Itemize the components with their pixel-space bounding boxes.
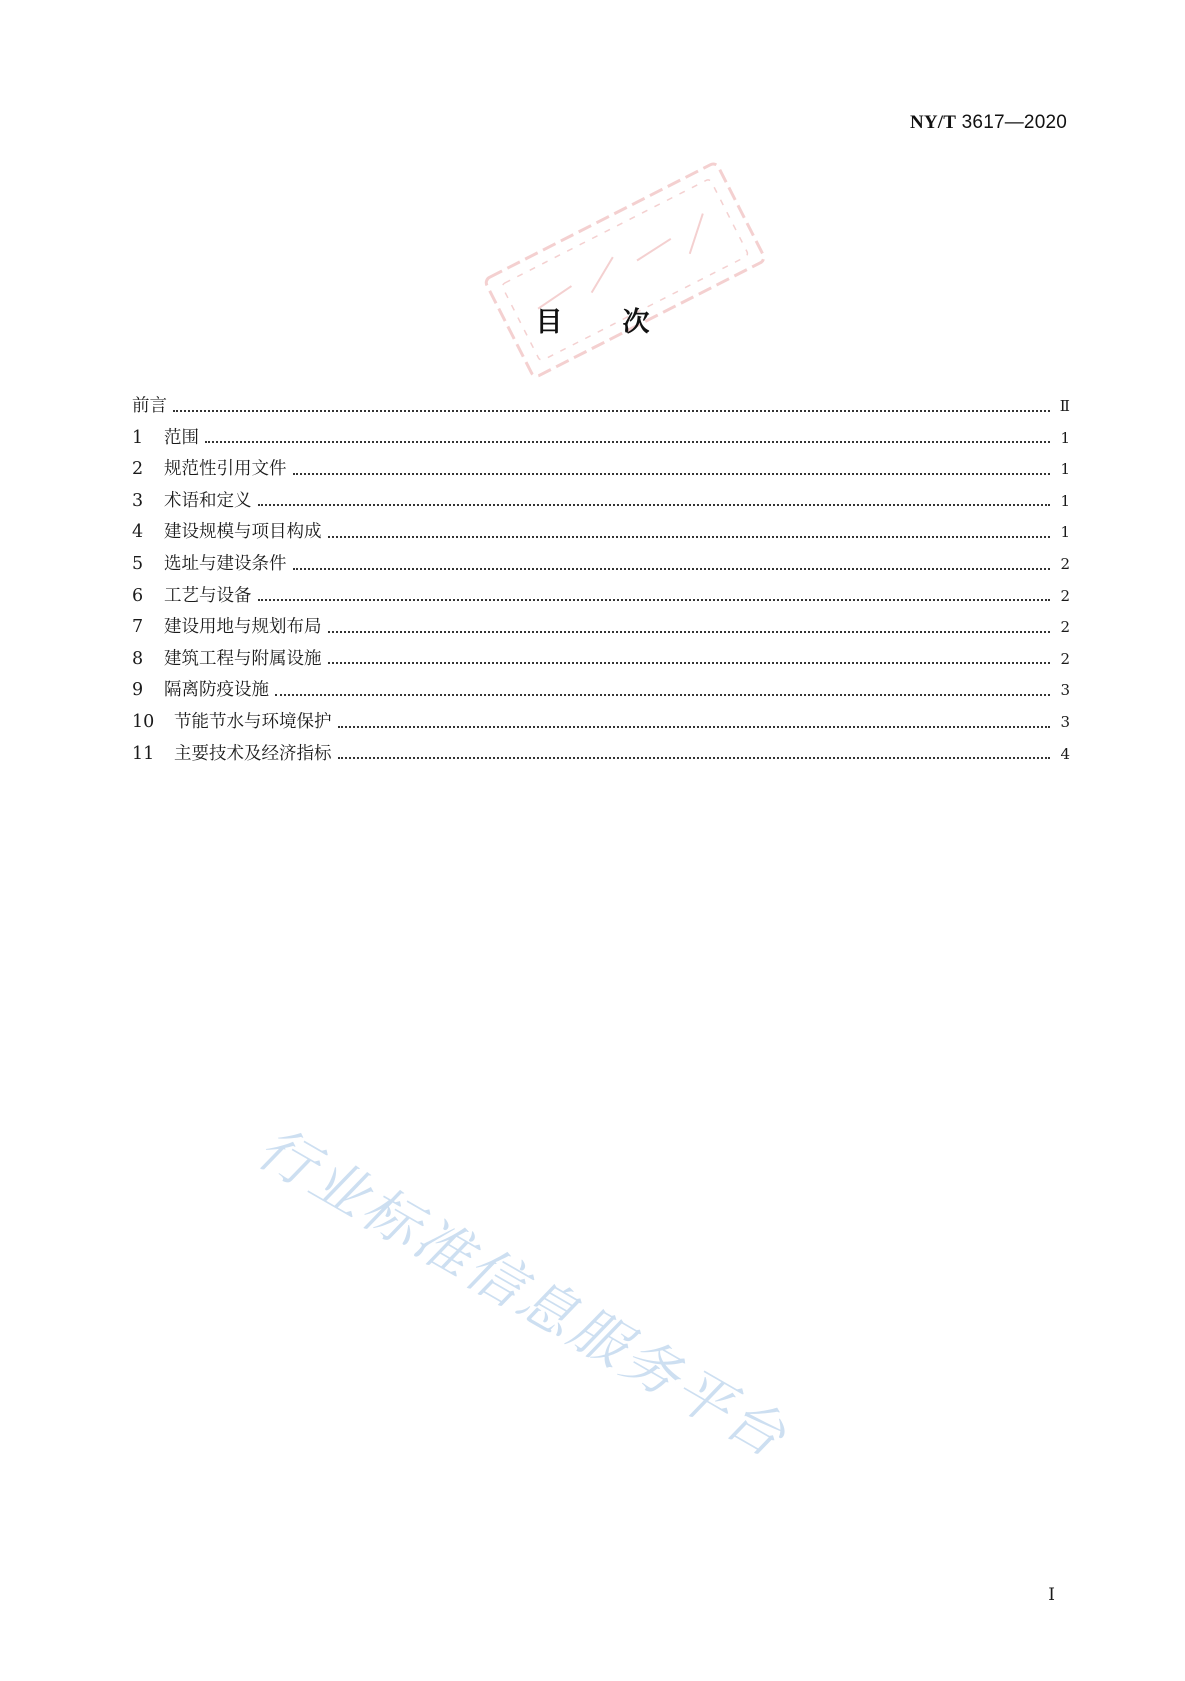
toc-entry-page: 1	[1060, 460, 1070, 479]
toc-entry-page: 2	[1060, 554, 1070, 573]
toc-entry-page: 1	[1060, 428, 1070, 447]
toc-entry-label: 主要技术及经济指标	[174, 743, 332, 764]
toc-entry-page: 2	[1060, 649, 1070, 668]
toc-entry-page: 2	[1060, 586, 1070, 605]
toc-entry-label: 范围	[164, 427, 199, 448]
toc-entry-label: 选址与建设条件	[164, 553, 287, 574]
toc-entry-2[interactable]	[132, 455, 1070, 487]
toc-entry-label: 规范性引用文件	[164, 459, 287, 480]
toc-entry-5[interactable]	[132, 550, 1070, 582]
standard-code	[910, 112, 1067, 134]
toc-entry-3[interactable]	[132, 487, 1070, 519]
toc-dot-leader	[338, 757, 1051, 759]
toc-entry-foreword[interactable]	[132, 392, 1070, 424]
toc-entry-page: 4	[1060, 744, 1070, 763]
toc-dot-leader	[293, 568, 1051, 570]
toc-entry-10[interactable]	[132, 708, 1070, 740]
toc-dot-leader	[338, 726, 1051, 728]
toc-entry-label: 建设用地与规划布局	[164, 617, 322, 638]
toc-dot-leader	[258, 599, 1051, 601]
toc-entry-page: 1	[1060, 491, 1070, 510]
toc-entry-number: 6	[132, 585, 144, 606]
toc-entry-label: 建设规模与项目构成	[164, 522, 322, 543]
toc-entry-label: 前言	[132, 396, 167, 416]
approval-stamp	[475, 151, 775, 389]
toc-entry-number: 4	[132, 522, 144, 543]
toc-entry-page: 2	[1060, 618, 1070, 637]
toc-entry-6[interactable]	[132, 582, 1070, 614]
toc-entry-number: 7	[132, 617, 144, 638]
toc-entry-number: 11	[132, 743, 155, 764]
toc-dot-leader	[328, 631, 1051, 633]
toc-entry-page: 3	[1060, 712, 1070, 731]
toc-entry-page: 1	[1060, 523, 1070, 542]
toc-entry-label: 隔离防疫设施	[164, 680, 269, 701]
toc-entry-label: 术语和定义	[164, 490, 252, 511]
toc-entry-1[interactable]	[132, 424, 1070, 456]
toc-entry-label: 工艺与设备	[164, 585, 252, 606]
toc-entry-number: 8	[132, 648, 144, 669]
toc-entry-number: 10	[132, 711, 155, 732]
toc-entry-number: 1	[132, 427, 144, 448]
toc-entry-page: Ⅱ	[1059, 397, 1070, 415]
toc-entry-number: 2	[132, 459, 144, 480]
toc-entry-9[interactable]	[132, 676, 1070, 708]
toc-dot-leader	[293, 473, 1051, 475]
table-of-contents	[132, 392, 1070, 771]
toc-entry-4[interactable]	[132, 518, 1070, 550]
toc-entry-page: 3	[1060, 681, 1070, 700]
page-title: 目次	[535, 307, 710, 338]
toc-entry-label: 建筑工程与附属设施	[164, 648, 322, 669]
toc-entry-11[interactable]	[132, 740, 1070, 772]
toc-entry-label: 节能节水与环境保护	[174, 711, 332, 732]
toc-dot-leader	[328, 662, 1051, 664]
toc-entry-number: 9	[132, 680, 144, 701]
standard-prefix: NY/T	[909, 112, 957, 133]
page-number: I	[1048, 1585, 1055, 1605]
standard-number: 3617—2020	[961, 112, 1067, 133]
watermark-text: 行业标准信息服务平台	[246, 1115, 799, 1472]
toc-dot-leader	[258, 504, 1051, 506]
toc-entry-7[interactable]	[132, 613, 1070, 645]
toc-entry-8[interactable]	[132, 645, 1070, 677]
toc-dot-leader	[173, 410, 1050, 412]
toc-entry-number: 5	[132, 553, 144, 574]
toc-dot-leader	[205, 441, 1050, 443]
toc-dot-leader	[328, 536, 1051, 538]
toc-dot-leader	[275, 694, 1050, 696]
toc-entry-number: 3	[132, 490, 144, 511]
